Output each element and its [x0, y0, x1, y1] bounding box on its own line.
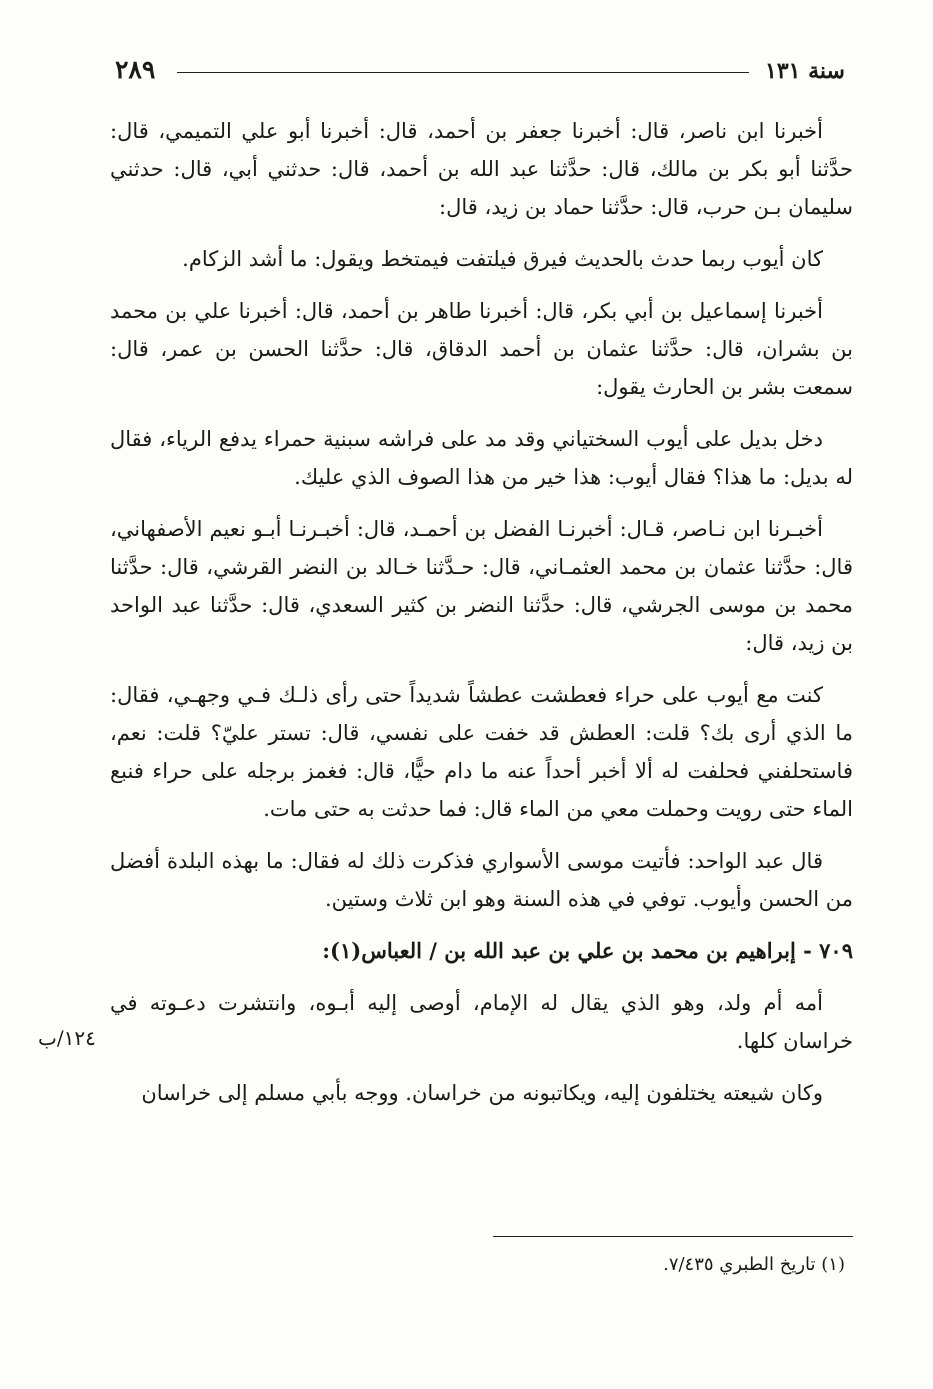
page-number: ٢٨٩ [115, 55, 156, 84]
paragraph: أخبرنا ابن ناصر، قال: أخبرنا جعفر بن أحمد، قال: أخبرنا أبو علي التميمي، قال: حدَّثنا أبو بكر بن مالك، قال: حدَّثنا عبد الله بن أحمد، قال: حدثني أبي، قال: حدثني سليمان بـن حرب، قال: حدَّثنا حماد بن زيد، قال: [110, 119, 853, 219]
paragraph: كان أيوب ربما حدث بالحديث فيرق فيلتفت فيمتخط ويقول: ما أشد الزكام. [182, 247, 823, 271]
paragraph: أخبـرنا ابن نـاصر، قـال: أخبرنـا الفضل بن أحمـد، قال: أخبـرنـا أبـو نعيم الأصفهاني، قال: حدَّثنا عثمان بن محمد العثمـاني، قال: حـدَّثنا خـالد بن النضر القرشي، قال: حدَّثنا محمد بن موسى الجرشي، قال: حدَّثنا النضر بن كثير السعدي، قال: حدَّثنا عبد الواحد بن زيد، قال: [110, 517, 853, 655]
header-rule [177, 72, 749, 73]
paragraph: كنت مع أيوب على حراء فعطشت عطشاً شديداً حتى رأى ذلـك فـي وجهـي، فقال: ما الذي أرى بك؟ قلت: العطش قد خفت على نفسي، قال: تستر عليّ؟ قلت: نعم، فاستحلفني فحلفت له ألا أخبر أحداً عنه ما دام حيًّا، قال: فغمز برجله على حراء فنبع الماء حتى رويت وحملت معي من الماء قال: فما حدثت به حتى مات. [110, 683, 853, 821]
paragraph: قال عبد الواحد: فأتيت موسى الأسواري فذكرت ذلك له فقال: ما بهذه البلدة أفضل من الحسن وأيوب. توفي في هذه السنة وهو ابن ثلاث وستين. [110, 849, 853, 911]
footnote: (١) تاريخ الطبري ٧/٤٣٥. [663, 1254, 845, 1275]
entry-heading: ٧٠٩ - إبراهيم بن محمد بن علي بن عبد الله بن / العباس(١): [322, 938, 853, 963]
running-head-year: سنة ١٣١ [765, 58, 845, 84]
paragraph: أمه أم ولد، وهو الذي يقال له الإمام، أوصى إليه أبـوه، وانتشرت دعـوته في خراسان كلها. [110, 991, 853, 1053]
paragraph: أخبرنا إسماعيل بن أبي بكر، قال: أخبرنا طاهر بن أحمد، قال: أخبرنا علي بن محمد بن بشران، قال: حدَّثنا عثمان بن أحمد الدقاق، قال: حدَّثنا الحسن بن عمر، قال: سمعت بشر بن الحارث يقول: [110, 299, 853, 399]
page-header [115, 55, 845, 92]
paragraph: وكان شيعته يختلفون إليه، ويكاتبونه من خراسان. ووجه بأبي مسلم إلى خراسان [141, 1081, 823, 1105]
manuscript-folio-note: ١٢٤/ب [38, 1026, 96, 1050]
paragraph: دخل بديل على أيوب السختياني وقد مد على فراشه سبنية حمراء يدفع الرياء، فقال له بديل: ما هذا؟ فقال أيوب: هذا خير من هذا الصوف الذي عليك. [110, 427, 853, 489]
footnote-rule [493, 1236, 853, 1237]
page-body [110, 112, 853, 1126]
